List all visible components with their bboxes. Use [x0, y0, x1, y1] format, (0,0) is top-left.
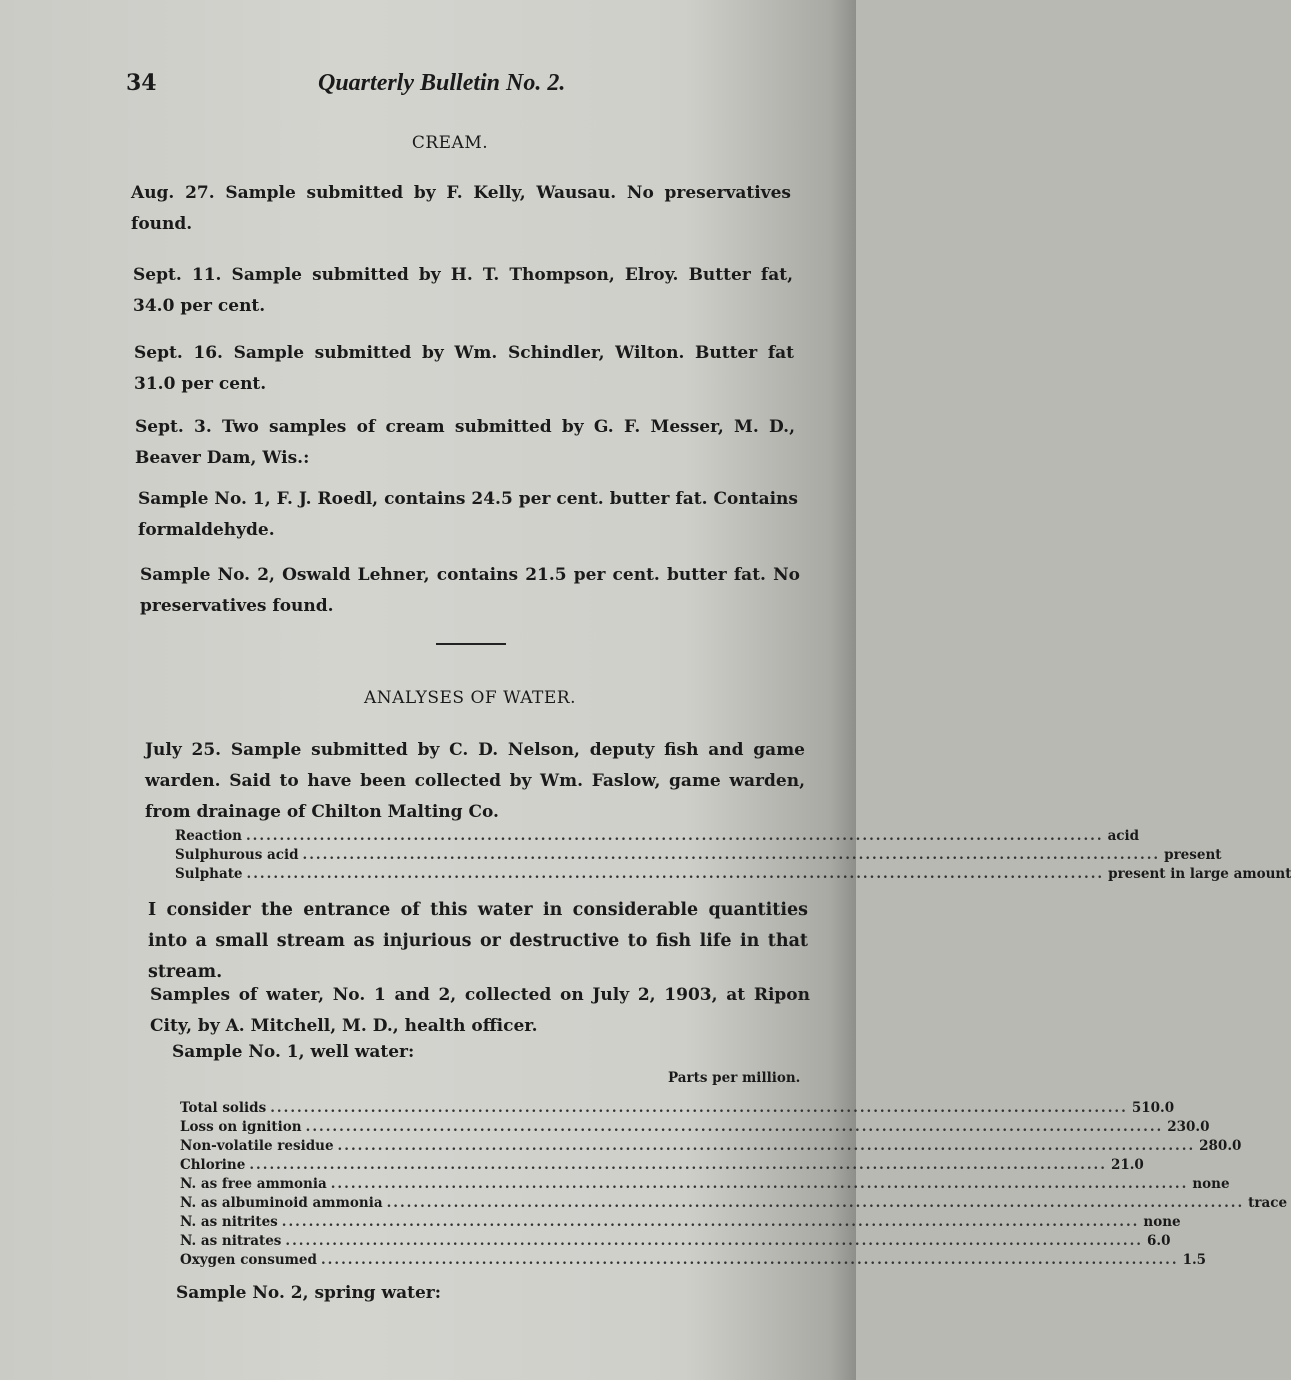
row-label: Sulphurous acid — [175, 847, 299, 863]
leader-dots: ................................................................................................................................ — [305, 1119, 1164, 1135]
cream-paragraph: Sept. 11. Sample submitted by H. T. Thompson, Elroy. Butter fat, 34.0 per cent. — [133, 265, 793, 316]
leader-dots: ................................................................................................................................ — [246, 866, 1105, 882]
row-label: Total solids — [180, 1100, 267, 1116]
row-value: 21.0 — [1110, 1157, 1144, 1173]
row-label: N. as nitrites — [180, 1214, 278, 1230]
leader-dots: ................................................................................................................................ — [386, 1195, 1245, 1211]
table-row — [180, 1252, 1207, 1271]
cream-paragraph: Aug. 27. Sample submitted by F. Kelly, Wausau. No preservatives found. — [131, 183, 791, 234]
section-divider — [436, 643, 506, 645]
leader-dots: ................................................................................................................................ — [249, 1157, 1107, 1173]
row-value: present in large amount — [1108, 866, 1291, 882]
leader-dots: ................................................................................................................................ — [270, 1100, 1128, 1116]
leader-dots: ................................................................................................................................ — [337, 1138, 1196, 1154]
table-row — [180, 1100, 1175, 1119]
row-value: acid — [1107, 828, 1140, 844]
table-row — [180, 1214, 1181, 1233]
sample2-heading: Sample No. 2, spring water: — [176, 1283, 442, 1303]
row-label: Chlorine — [180, 1157, 246, 1173]
row-value: 230.0 — [1167, 1119, 1210, 1135]
row-label: N. as free ammonia — [180, 1176, 327, 1192]
section-title-water: ANALYSES OF WATER. — [363, 688, 577, 708]
table-row — [180, 1233, 1171, 1252]
table-row — [175, 828, 1140, 847]
july25-analysis-table — [175, 828, 1291, 885]
table-row — [175, 847, 1222, 866]
cream-paragraph: Sept. 3. Two samples of cream submitted by G. F. Messer, M. D., Beaver Dam, Wis.: — [135, 417, 795, 468]
leader-dots: ................................................................................................................................ — [320, 1252, 1179, 1268]
row-value: none — [1143, 1214, 1181, 1230]
units-label: Parts per million. — [668, 1070, 801, 1086]
table-row — [180, 1157, 1144, 1176]
water-opinion: I consider the entrance of this water in considerable quantities into a small stream as injurious or destructive to fish life in that stream. — [148, 900, 808, 982]
running-title: Quarterly Bulletin No. 2. — [318, 70, 566, 96]
row-value: 510.0 — [1131, 1100, 1175, 1116]
row-label: Non-volatile residue — [180, 1138, 334, 1154]
row-label: Loss on ignition — [180, 1119, 302, 1135]
leader-dots: ................................................................................................................................ — [281, 1214, 1140, 1230]
row-value: 1.5 — [1182, 1252, 1207, 1268]
row-value: 280.0 — [1199, 1138, 1242, 1154]
row-label: N. as albuminoid ammonia — [180, 1195, 383, 1211]
water-paragraph-july25: July 25. Sample submitted by C. D. Nelson, deputy fish and game warden. Said to have been collected by Wm. Faslow, game warden, from drainage of Chilton Malting Co. — [145, 740, 805, 822]
page-number: 34 — [126, 70, 157, 96]
row-value: 6.0 — [1146, 1233, 1171, 1249]
table-row — [180, 1195, 1288, 1214]
table-row — [180, 1138, 1242, 1157]
cream-paragraph: Sept. 16. Sample submitted by Wm. Schindler, Wilton. Butter fat 31.0 per cent. — [134, 343, 794, 394]
section-title-cream: CREAM. — [411, 133, 489, 153]
sample1-heading: Sample No. 1, well water: — [172, 1042, 415, 1062]
page-header — [126, 70, 606, 104]
leader-dots: ................................................................................................................................ — [245, 828, 1104, 844]
leader-dots: ................................................................................................................................ — [285, 1233, 1143, 1249]
table-row — [180, 1176, 1230, 1195]
cream-paragraph: Sample No. 2, Oswald Lehner, contains 21.5 per cent. butter fat. No preservatives found. — [140, 565, 800, 616]
sample1-analysis-table — [180, 1100, 1288, 1271]
cream-paragraph: Sample No. 1, F. J. Roedl, contains 24.5 per cent. butter fat. Contains formaldehyde. — [138, 489, 798, 540]
row-label: N. as nitrates — [180, 1233, 282, 1249]
row-label: Oxygen consumed — [180, 1252, 317, 1268]
row-value: present — [1164, 847, 1222, 863]
table-row — [180, 1119, 1210, 1138]
row-value: trace — [1248, 1195, 1288, 1211]
row-label: Reaction — [175, 828, 242, 844]
table-row — [175, 866, 1291, 885]
row-label: Sulphate — [175, 866, 243, 882]
leader-dots: ................................................................................................................................ — [302, 847, 1161, 863]
water-paragraph-ripon: Samples of water, No. 1 and 2, collected on July 2, 1903, at Ripon City, by A. Mitchell, M. D., health officer. — [150, 985, 810, 1036]
leader-dots: ................................................................................................................................ — [330, 1176, 1189, 1192]
row-value: none — [1192, 1176, 1230, 1192]
